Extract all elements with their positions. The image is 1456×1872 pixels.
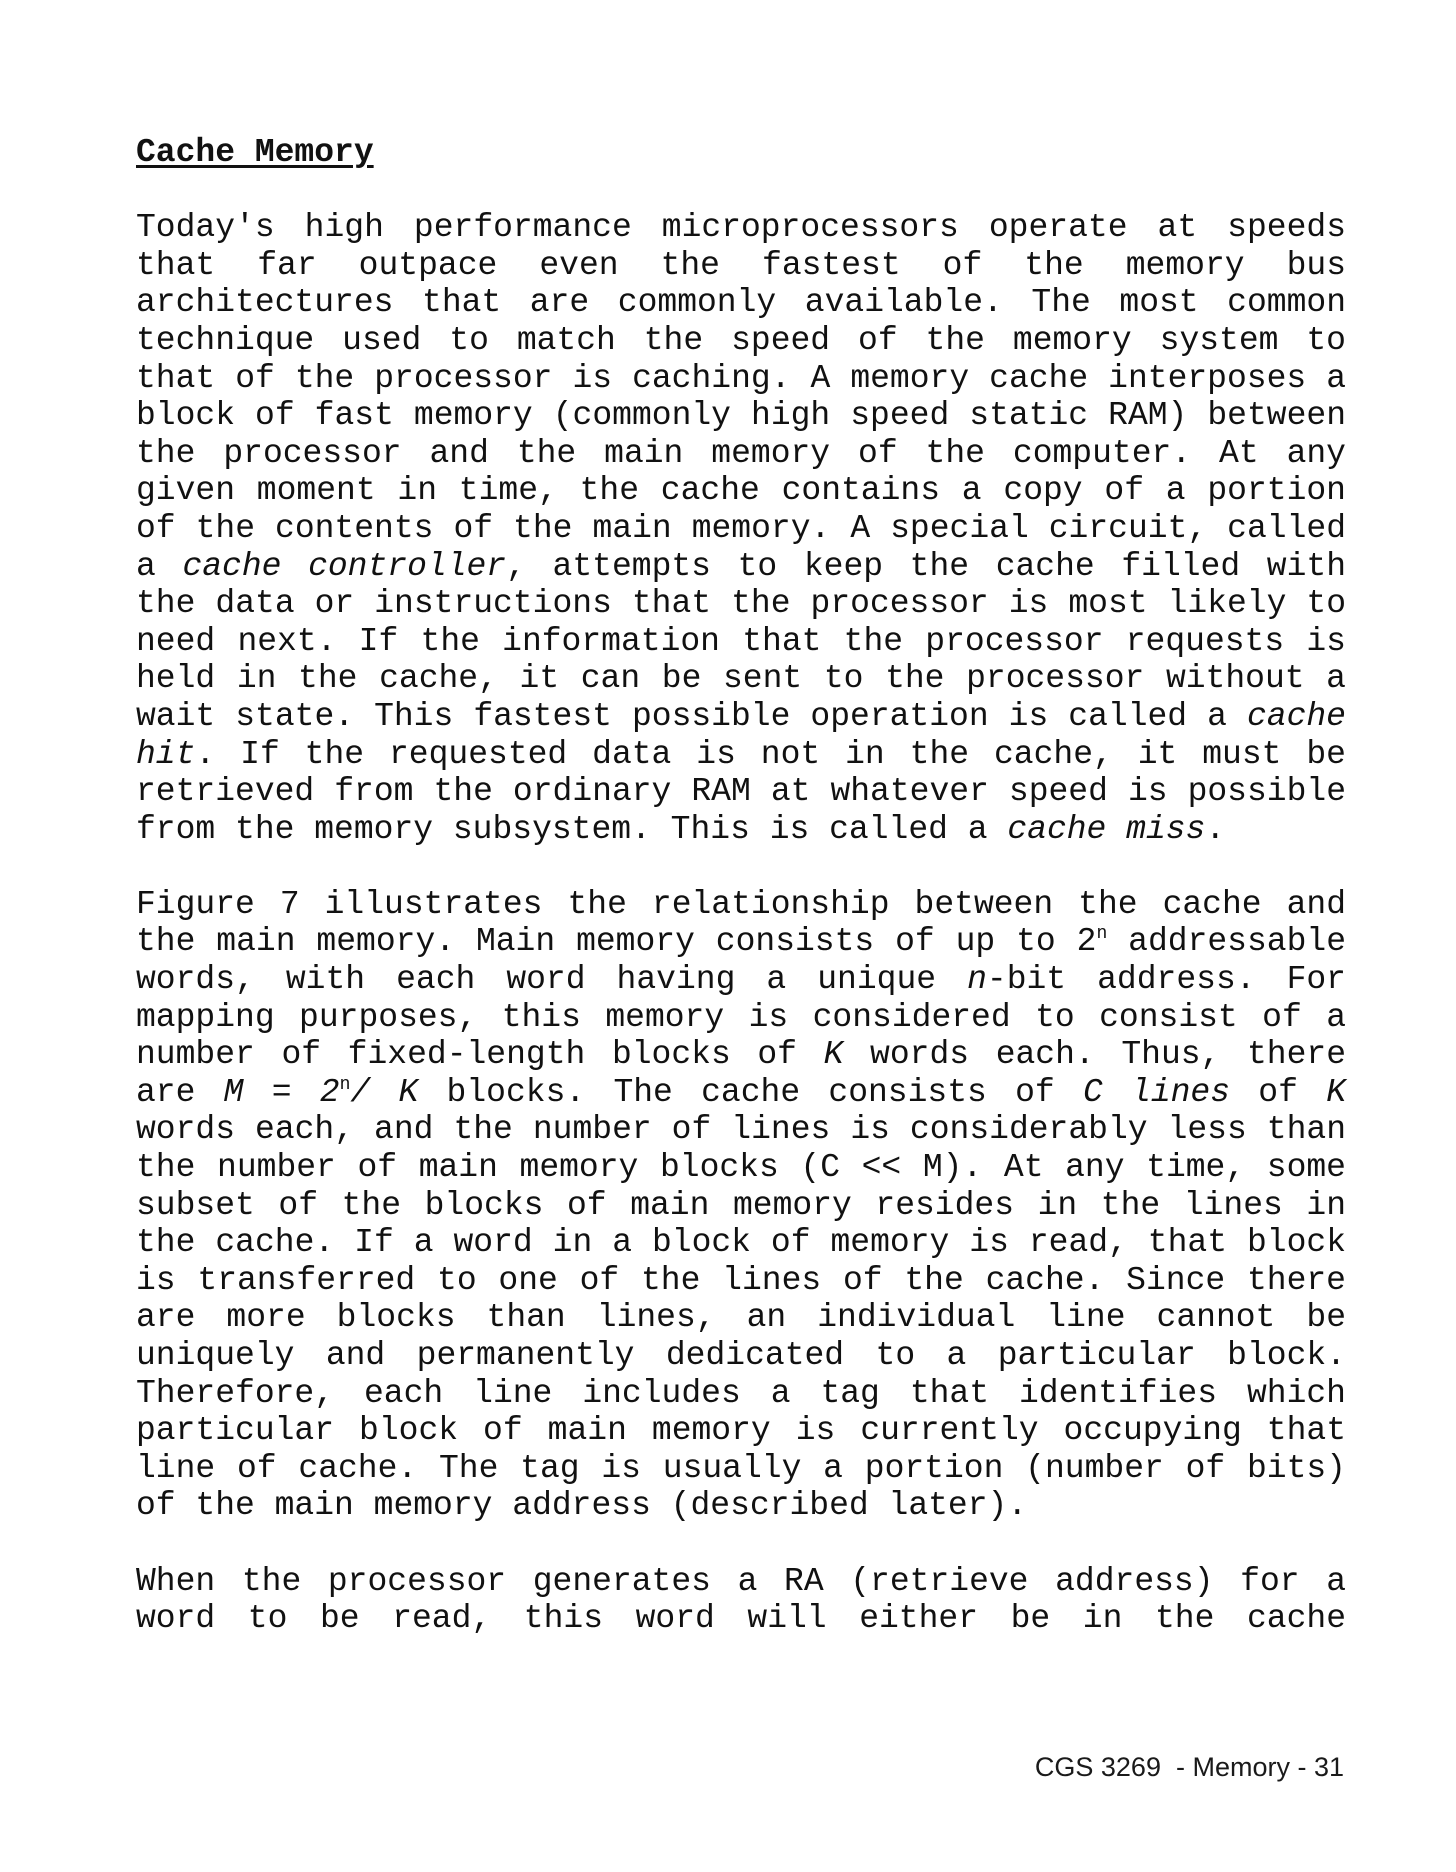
p2-text-4: words each. Thus, there are: [136, 1036, 1346, 1111]
p2-text-1: Figure 7 illustrates the relationship between the cache and the main memory. Main memory consists of up to 2: [136, 885, 1346, 961]
p2-text-3: -bit address. For mapping purposes, this memory is considered to consist of a number of fixed-length blocks of: [136, 961, 1346, 1074]
p1-text-1: Today's high performance microprocessors operate at speeds that far outpace even the fastest of the memory bus architectures that are commonly available. The most common technique used to match the speed of the memory system to that of the processor is caching. A memory cache interposes a block of fast memory (commonly high speed static RAM) between the processor and the main memory of the computer. At any given moment in time, the cache contains a copy of a portion of the contents of the main memory. A special circuit, called a: [136, 209, 1346, 585]
term-c-lines: C lines: [1082, 1073, 1231, 1111]
p3-text-1: When the processor generates a RA (retrieve address) for a word to be read, this word will either be in the cache: [136, 1562, 1346, 1638]
term-cache-hit: cache hit: [136, 697, 1346, 773]
p2-text-5: blocks. The cache consists of: [418, 1073, 1083, 1111]
page-footer: CGS 3269 - Memory - 31: [1034, 1752, 1344, 1782]
p2-text-2: addressable words, with each word having a unique: [136, 923, 1347, 999]
italic-n: n: [967, 961, 987, 999]
term-cache-controller: cache controller: [182, 547, 507, 585]
superscript-n: n: [1096, 924, 1108, 945]
formula-blocks-end: / K: [350, 1073, 419, 1111]
p2-text-7: words each, and the number of lines is considerably less than the number of main memory blocks (C << M). At any time, some subset of the blocks of main memory resides in the lines in the cache. If a word in a block of memory is read, that block is transferred to one of the lines of the cache. Since there are more blocks than lines, an individual line cannot be uniquely and permanently dedicated to a particular block. Therefore, each line includes a tag that identifies which particular block of main memory is currently occupying that line of cache. The tag is usually a portion (number of bits) of the main memory address (described later).: [136, 1111, 1346, 1525]
p1-text-4: .: [1205, 810, 1226, 848]
section-heading: Cache Memory: [136, 134, 374, 171]
italic-k-words: K: [1326, 1073, 1346, 1111]
page-body: [136, 134, 1346, 1638]
term-cache-miss: cache miss: [1007, 810, 1206, 848]
paragraph-retrieve-address: [136, 1563, 1346, 1638]
formula-blocks-start: M = 2: [223, 1073, 340, 1111]
paragraph-cache-intro: [136, 209, 1346, 848]
italic-k: K: [823, 1036, 844, 1074]
p1-text-2: , attempts to keep the cache filled with the data or instructions that the processor is most likely to need next. If the information that the processor requests is held in the cache, it can be sent to the processor without a wait state. This fastest possible operation is called a: [136, 547, 1347, 735]
paragraph-cache-structure: [136, 886, 1346, 1525]
p1-text-3: . If the requested data is not in the cache, it must be retrieved from the ordinary RAM at whatever speed is possible from the memory subsystem. This is called a: [136, 735, 1346, 848]
formula-superscript-n: n: [339, 1074, 351, 1095]
p2-text-6: of: [1230, 1073, 1327, 1111]
